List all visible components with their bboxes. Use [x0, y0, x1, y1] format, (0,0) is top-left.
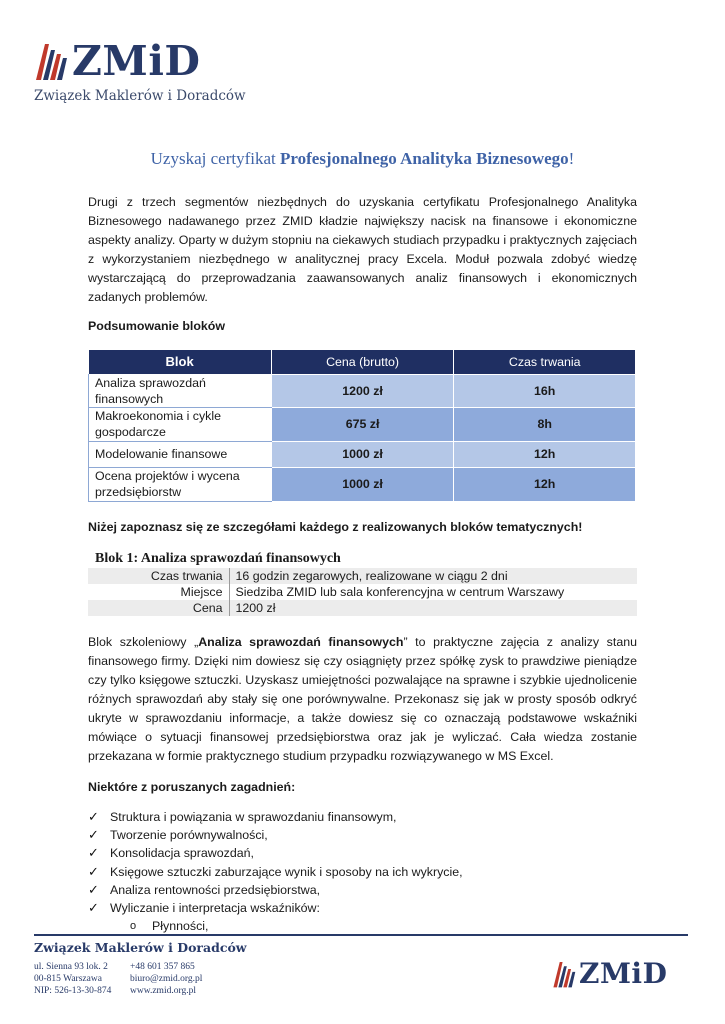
block1-heading: Blok 1: Analiza sprawozdań finansowych	[95, 551, 341, 566]
address-line: ul. Sienna 93 lok. 2	[34, 962, 108, 972]
list-item	[88, 863, 588, 881]
block-price: 1000 zł	[271, 441, 454, 467]
footer-divider	[34, 934, 688, 936]
zmid-logo-icon	[34, 40, 68, 82]
checkmark-icon: ✓	[88, 899, 99, 915]
block-price: 1000 zł	[271, 467, 454, 501]
footer-address	[34, 961, 111, 997]
checkmark-icon: ✓	[88, 881, 99, 897]
list-item	[88, 808, 588, 826]
topic-text: Struktura i powiązania w sprawozdaniu finansowym,	[110, 810, 397, 824]
block-name: Analiza sprawozdań finansowych	[89, 374, 272, 407]
title-suffix: !	[568, 149, 575, 168]
info-key: Cena	[88, 600, 229, 616]
checkmark-icon: ✓	[88, 845, 99, 861]
topic-text: Księgowe sztuczki zaburzające wynik i sposoby na ich wykrycie,	[110, 864, 463, 879]
list-item	[88, 826, 588, 844]
topic-text: Tworzenie porównywalności,	[110, 828, 268, 843]
logo-wordmark: ZMiD	[72, 37, 201, 85]
info-value: 1200 zł	[229, 600, 637, 616]
checkmark-icon: ✓	[88, 827, 99, 843]
list-item	[88, 844, 588, 862]
intro-paragraph: Drugi z trzech segmentów niezbędnych do uzyskania certyfikatu Profesjonalnego Analityka Biznesowego nadawanego przez ZMID kładzie największy nacisk na finansowe i ekonomiczne aspekty analizy. Oparty w dużym stopniu na ciekawych studiach przypadku i praktycznych zajęciach z wykorzystaniem niezbędnego w analitycznej pracy Excela. Moduł pozwala zdobyć wiedzę wystarczającą do przeprowadzania zaawansowanych analiz finansowych i ekonomicznych zadanych problemów.	[88, 195, 637, 304]
block-price: 1200 zł	[271, 374, 454, 407]
tax-id: NIP: 526-13-30-874	[34, 986, 112, 996]
table-header-row	[89, 350, 636, 374]
block-name: Makroekonomia i cykle gospodarcze	[89, 407, 272, 441]
footer-contact	[130, 961, 202, 997]
table-row	[89, 407, 636, 441]
column-header-block: Blok	[89, 350, 272, 374]
checkmark-icon: ✓	[88, 863, 99, 879]
subtopic-text: Płynności,	[152, 919, 209, 934]
header-logo	[34, 38, 294, 110]
footer-logo	[552, 958, 667, 990]
info-value: 16 godzin zegarowych, realizowane w ciągu 2 dni	[229, 568, 637, 584]
checkmark-icon: ✓	[88, 809, 99, 824]
address-line: 00-815 Warszawa	[34, 974, 102, 984]
table-row	[89, 374, 636, 407]
column-header-duration: Czas trwania	[454, 350, 636, 374]
block-duration: 12h	[454, 467, 636, 501]
desc-bold: Analiza sprawozdań finansowych	[198, 635, 404, 649]
topic-text: Wyliczanie i interpretacja wskaźników:	[110, 900, 320, 915]
info-row	[88, 600, 637, 616]
blocks-summary-table	[88, 350, 636, 502]
table-row	[89, 441, 636, 467]
info-row	[88, 568, 637, 584]
table-row	[89, 467, 636, 501]
block-price: 675 zł	[271, 407, 454, 441]
footer-org-name: Związek Maklerów i Doradców	[34, 940, 247, 955]
topics-heading: Niektóre z poruszanych zagadnień:	[88, 780, 296, 794]
column-header-price: Cena (brutto)	[271, 350, 454, 374]
block-duration: 16h	[454, 374, 636, 407]
title-prefix: Uzyskaj certyfikat	[150, 149, 280, 168]
page-title	[0, 149, 725, 169]
zmid-logo-icon	[552, 959, 576, 989]
desc-prefix: Blok szkoleniowy „	[88, 635, 199, 649]
topic-text: Konsolidacja sprawozdań,	[110, 846, 254, 861]
list-item	[88, 881, 588, 899]
footer-logo-wordmark: ZMiD	[579, 957, 668, 990]
details-intro: Niżej zapoznasz się ze szczegółami każdego z realizowanych bloków tematycznych!	[88, 520, 583, 534]
block-name: Ocena projektów i wycena przedsiębiorstw	[89, 467, 272, 501]
list-item	[88, 899, 588, 917]
sub-list-item	[88, 917, 588, 935]
block-name: Modelowanie finansowe	[89, 441, 272, 467]
logo-tagline: Związek Maklerów i Doradców	[34, 88, 246, 104]
website-link[interactable]: www.zmid.org.pl	[130, 986, 196, 996]
phone-number: +48 601 357 865	[130, 962, 195, 972]
topic-text: Analiza rentowności przedsiębiorstwa,	[110, 882, 321, 897]
block1-description	[88, 633, 637, 766]
block-duration: 8h	[454, 407, 636, 441]
title-bold: Profesjonalnego Analityka Biznesowego	[279, 149, 569, 168]
info-row	[88, 584, 637, 600]
topics-list	[88, 808, 588, 935]
info-key: Czas trwania	[88, 568, 229, 584]
block1-info-table	[88, 568, 637, 616]
info-value: Siedziba ZMID lub sala konferencyjna w centrum Warszawy	[235, 585, 565, 599]
info-key: Miejsce	[88, 584, 229, 600]
summary-heading: Podsumowanie bloków	[88, 319, 225, 333]
desc-rest: ” to praktyczne zajęcia z analizy stanu finansowego firmy. Dzięki nim dowiesz się czy osiągnięty przez spółkę zysk to prawdziwe pieniądze czy tylko księgowe sztuczki. Uzyskasz umiejętności pozwalające na sprawne i szybkie ujednolicenie różnych sprawozdań aby stały się one porównywalne. Przekonasz się jak w prosty sposób odkryć ukryte w sprawozdaniu informacje, a także dowiesz się co oznaczają podstawowe wskaźniki mówiące o sytuacji finansowej przedsiębiorstwa oraz jak je wyliczać. Cała wiedza zostanie przekazana w formie praktycznego studium przypadku rozwiązywanego w MS Excel.	[88, 635, 637, 763]
circle-bullet-icon: o	[130, 920, 137, 933]
email-link[interactable]: biuro@zmid.org.pl	[130, 974, 203, 984]
block-duration: 12h	[454, 441, 636, 467]
